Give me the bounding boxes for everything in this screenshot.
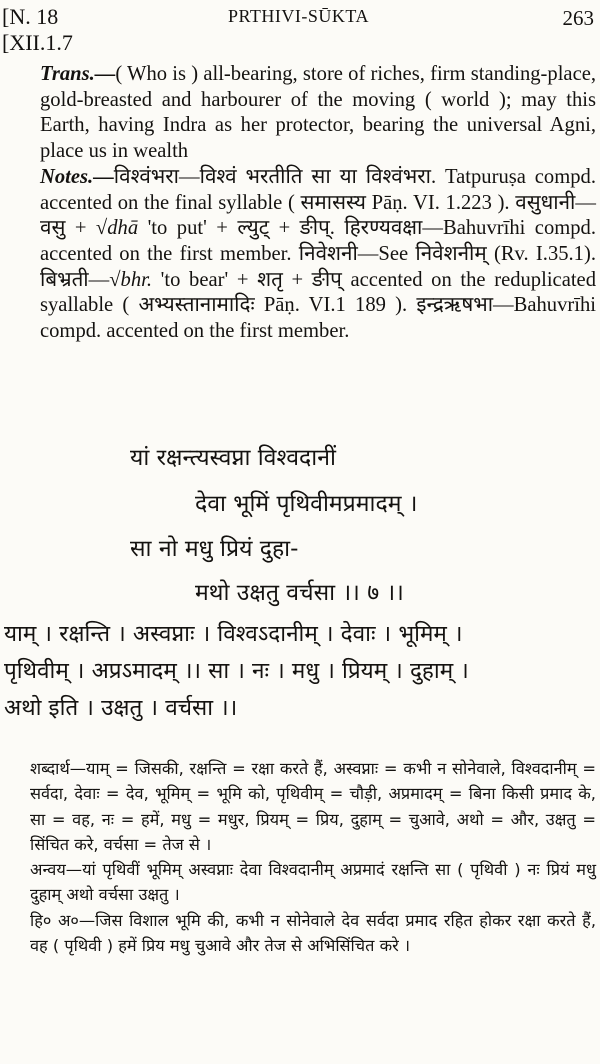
notes-text-3: 'to bear' + शतृ + ङीप् accented on the reduplicated syallable ( अभ्यस्तानामादिः Pāṇ. VI.1 189 ). इन्द्रऋषभा—Bahuvrīhi compd. accented on the first member. <box>40 268 596 343</box>
root-bhr: bhr. <box>120 268 153 291</box>
translation-label: Trans.— <box>40 63 116 85</box>
pada-line-2: पृथिवीम् । अप्रऽमादम् ।। सा । नः । मधु । प्रियम् । दुहाम् । <box>4 658 469 684</box>
shabdarth-paragraph: शब्दार्थ—याम् = जिसकी, रक्षन्ति = रक्षा करते हैं, अस्वप्नाः = कभी न सोनेवाले, विश्वदानीम् = सर्वदा, देवाः = देव, भूमिम् = भूमि को, पृथिवीम् = चौड़ी, अप्रमादम् = बिना किसी प्रमाद के, सा = वह, नः = हमें, मधु = मधुर, प्रियम् = प्रिय, दुहाम् = चुआवे, अथो = और, उक्षतु = सिंचित करे, वर्चसा = तेज से । <box>30 759 596 854</box>
verse-line-4: मथो उक्षतु वर्चसा ।। ७ ।। <box>195 580 404 606</box>
pada-line-3: अथो इति । उक्षतु । वर्चसा ।। <box>4 695 238 721</box>
hindi-commentary <box>4 756 596 958</box>
verse-line-1: यां रक्षन्त्यस्वप्ना विश्वदानीं <box>130 445 336 471</box>
padapatha <box>4 616 596 727</box>
verse-line-3: सा नो मधु प्रियं दुहा- <box>130 536 299 562</box>
page-header <box>0 0 600 62</box>
verse-line-2: देवा भूमिं पृथिवीमप्रमादम् । <box>195 491 418 517</box>
commentary-english <box>4 62 596 345</box>
root-dha: dhā <box>107 217 139 240</box>
page-number: 263 <box>562 6 594 30</box>
notes-label: Notes.— <box>40 165 114 188</box>
notes-text-1: विश्वंभरा—विश्वं भरतीति सा या विश्वंभरा. Tatpuruṣa compd. accented on the final syllable ( समासस्य Pāṇ. VI. 1.223 ). वसुधानी—वसु + √ <box>40 165 596 240</box>
verse-reference: [N. 18 <box>2 4 59 29</box>
book-reference: [XII.1.7 <box>2 30 73 55</box>
translation-paragraph <box>4 62 596 165</box>
notes-text-2: 'to put' + ल्युट् + ङीप्. हिरण्यवक्षा—Bahuvrīhi compd. accented on the first member. निवेशनी—See निवेशनीम् (Rv. I.35.1). बिभ्रती—√ <box>40 217 597 291</box>
running-title: PRTHIVI-SŪKTA <box>228 6 369 26</box>
translation-text: ( Who is ) all-bearing, store of riches, firm standing-place, gold-breasted and harbourer of the moving ( world ); may this Earth, having Indra as her protector, bearing the universal Agni, place us in wealth <box>40 63 596 163</box>
anvaya-paragraph: अन्वय—यां पृथिवीं भूमिम् अस्वप्नाः देवा विश्वदानीम् अप्रमादं रक्षन्ति सा ( पृथिवी ) नः प्रियं मधु दुहाम् अथो वर्चसा उक्षतु । <box>30 860 596 905</box>
pada-line-1: याम् । रक्षन्ति । अस्वप्नाः । विश्वऽदानीम् । देवाः । भूमिम् । <box>4 621 463 647</box>
hindi-meaning-paragraph: हि० अ०—जिस विशाल भूमि की, कभी न सोनेवाले देव सर्वदा प्रमाद रहित होकर रक्षा करते हैं, वह ( पृथिवी ) हमें प्रिय मधु चुआवे और तेज से अभिसिंचित करे । <box>30 910 596 956</box>
notes-paragraph <box>4 165 596 345</box>
